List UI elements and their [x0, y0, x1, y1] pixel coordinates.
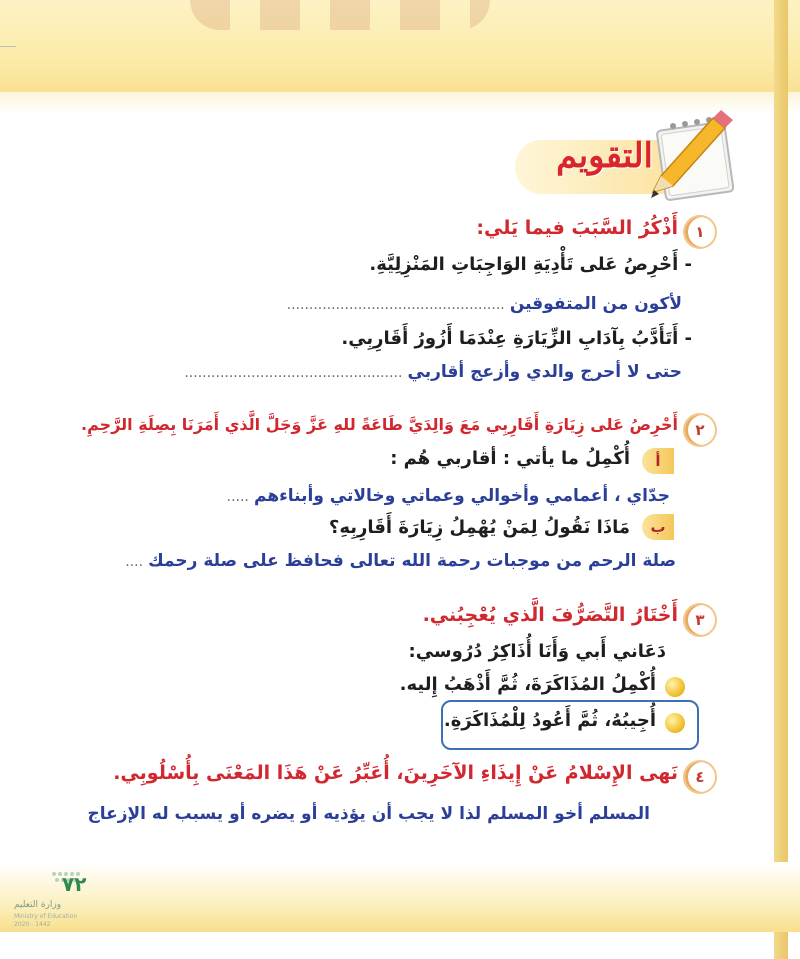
- part-a-answer: جدّاي ، أعمامي وأخوالي وعماتي وخالاتي وأبناءهم: [253, 486, 670, 506]
- header-ornament: [190, 0, 490, 30]
- answer-line-1: [250, 294, 682, 314]
- part-b-answer-line: [125, 551, 676, 571]
- question-2-prompt: أَحْرِصُ عَلى زِيَارَةِ أَقَارِبِي مَعَ وَالِدَيَّ طَاعَةً للهِ عَزَّ وَجَلَّ الَّذي أَمَرَنَا بِصِلَةِ الرَّحِمِ.: [81, 415, 678, 434]
- answer-1-dots: .................................................: [286, 297, 505, 313]
- notepad-pencil-icon: [647, 110, 741, 202]
- part-a-dots: .....: [226, 489, 249, 505]
- section-title-block: [515, 110, 745, 205]
- question-3-number: ٣: [683, 603, 717, 637]
- ministry-year: 2020 - 1442: [14, 921, 51, 928]
- question-3-scenario: دَعَاني أَبي وَأَنَا أُذَاكِرُ دُرُوسي:: [408, 641, 666, 662]
- question-1-prompt: أَذْكُرُ السَّبَبَ فيما يَلي:: [476, 217, 678, 239]
- option-2-text: أُجِيبُهُ، ثُمَّ أَعُودُ لِلْمُذَاكَرَةِ.: [443, 710, 656, 731]
- footer-band: [0, 862, 800, 932]
- ministry-name: وزارة التعليم: [14, 900, 62, 910]
- crop-mark: [0, 46, 16, 47]
- answer-line-2: [184, 362, 682, 382]
- part-a-badge: أ: [642, 448, 674, 474]
- question-1-number: ١: [683, 215, 717, 249]
- option-2-radio[interactable]: [665, 713, 685, 733]
- option-1-radio[interactable]: [665, 677, 685, 697]
- part-b-badge: ب: [642, 514, 674, 540]
- right-edge-stripe: [774, 0, 788, 959]
- question-4-number: ٤: [683, 760, 717, 794]
- question-3-prompt: أَخْتَارُ التَّصَرُّفَ الَّذي يُعْجِبُني.: [422, 604, 678, 626]
- part-b-answer: صلة الرحم من موجبات رحمة الله تعالى فحافظ على صلة رحمك: [148, 551, 676, 571]
- part-a-answer-line: [227, 486, 670, 506]
- option-1-text: أُكْمِلُ المُذَاكَرَةَ، ثُمَّ أَذْهَبُ إِليه.: [399, 674, 656, 695]
- part-b-dots: ....: [125, 554, 144, 570]
- answer-2-text: حتى لا أحرج والدي وأزعج أقاربي: [407, 362, 682, 382]
- ministry-name-english: Ministry of Education: [14, 913, 78, 920]
- question-2-number: ٢: [683, 413, 717, 447]
- part-b-question: مَاذَا نَقُولُ لِمَنْ يُهْمِلُ زِيَارَةَ أَقَارِبِهِ؟: [328, 517, 630, 538]
- question-4-answer: المسلم أخو المسلم لذا لا يجب أن يؤذيه أو يضره أو يسبب له الإزعاج: [87, 804, 650, 824]
- page-title: التقويم: [556, 136, 653, 176]
- question-1-statement-1: - أَحْرِصُ عَلى تَأْدِيَةِ الوَاجِبَاتِ المَنْزِلِيَّةِ.: [369, 254, 692, 275]
- answer-2-dots: .................................................: [184, 365, 403, 381]
- question-1-statement-2: - أَتَأَدَّبُ بِآدَابِ الزِّيَارَةِ عِنْدَمَا أَزُورُ أَقَارِبِي.: [341, 328, 692, 349]
- page-number: ٧٢: [62, 872, 87, 896]
- part-a-question: أُكْمِلُ ما يأتي : أقاربي هُم :: [390, 448, 630, 469]
- question-4-prompt: نَهى الإِسْلامُ عَنْ إِيذَاءِ الآخَرِينَ، أُعَبِّرُ عَنْ هَذَا المَعْنَى بِأُسْلُوبِي.: [113, 762, 678, 784]
- answer-1-text: لأكون من المتفوقين: [509, 294, 682, 314]
